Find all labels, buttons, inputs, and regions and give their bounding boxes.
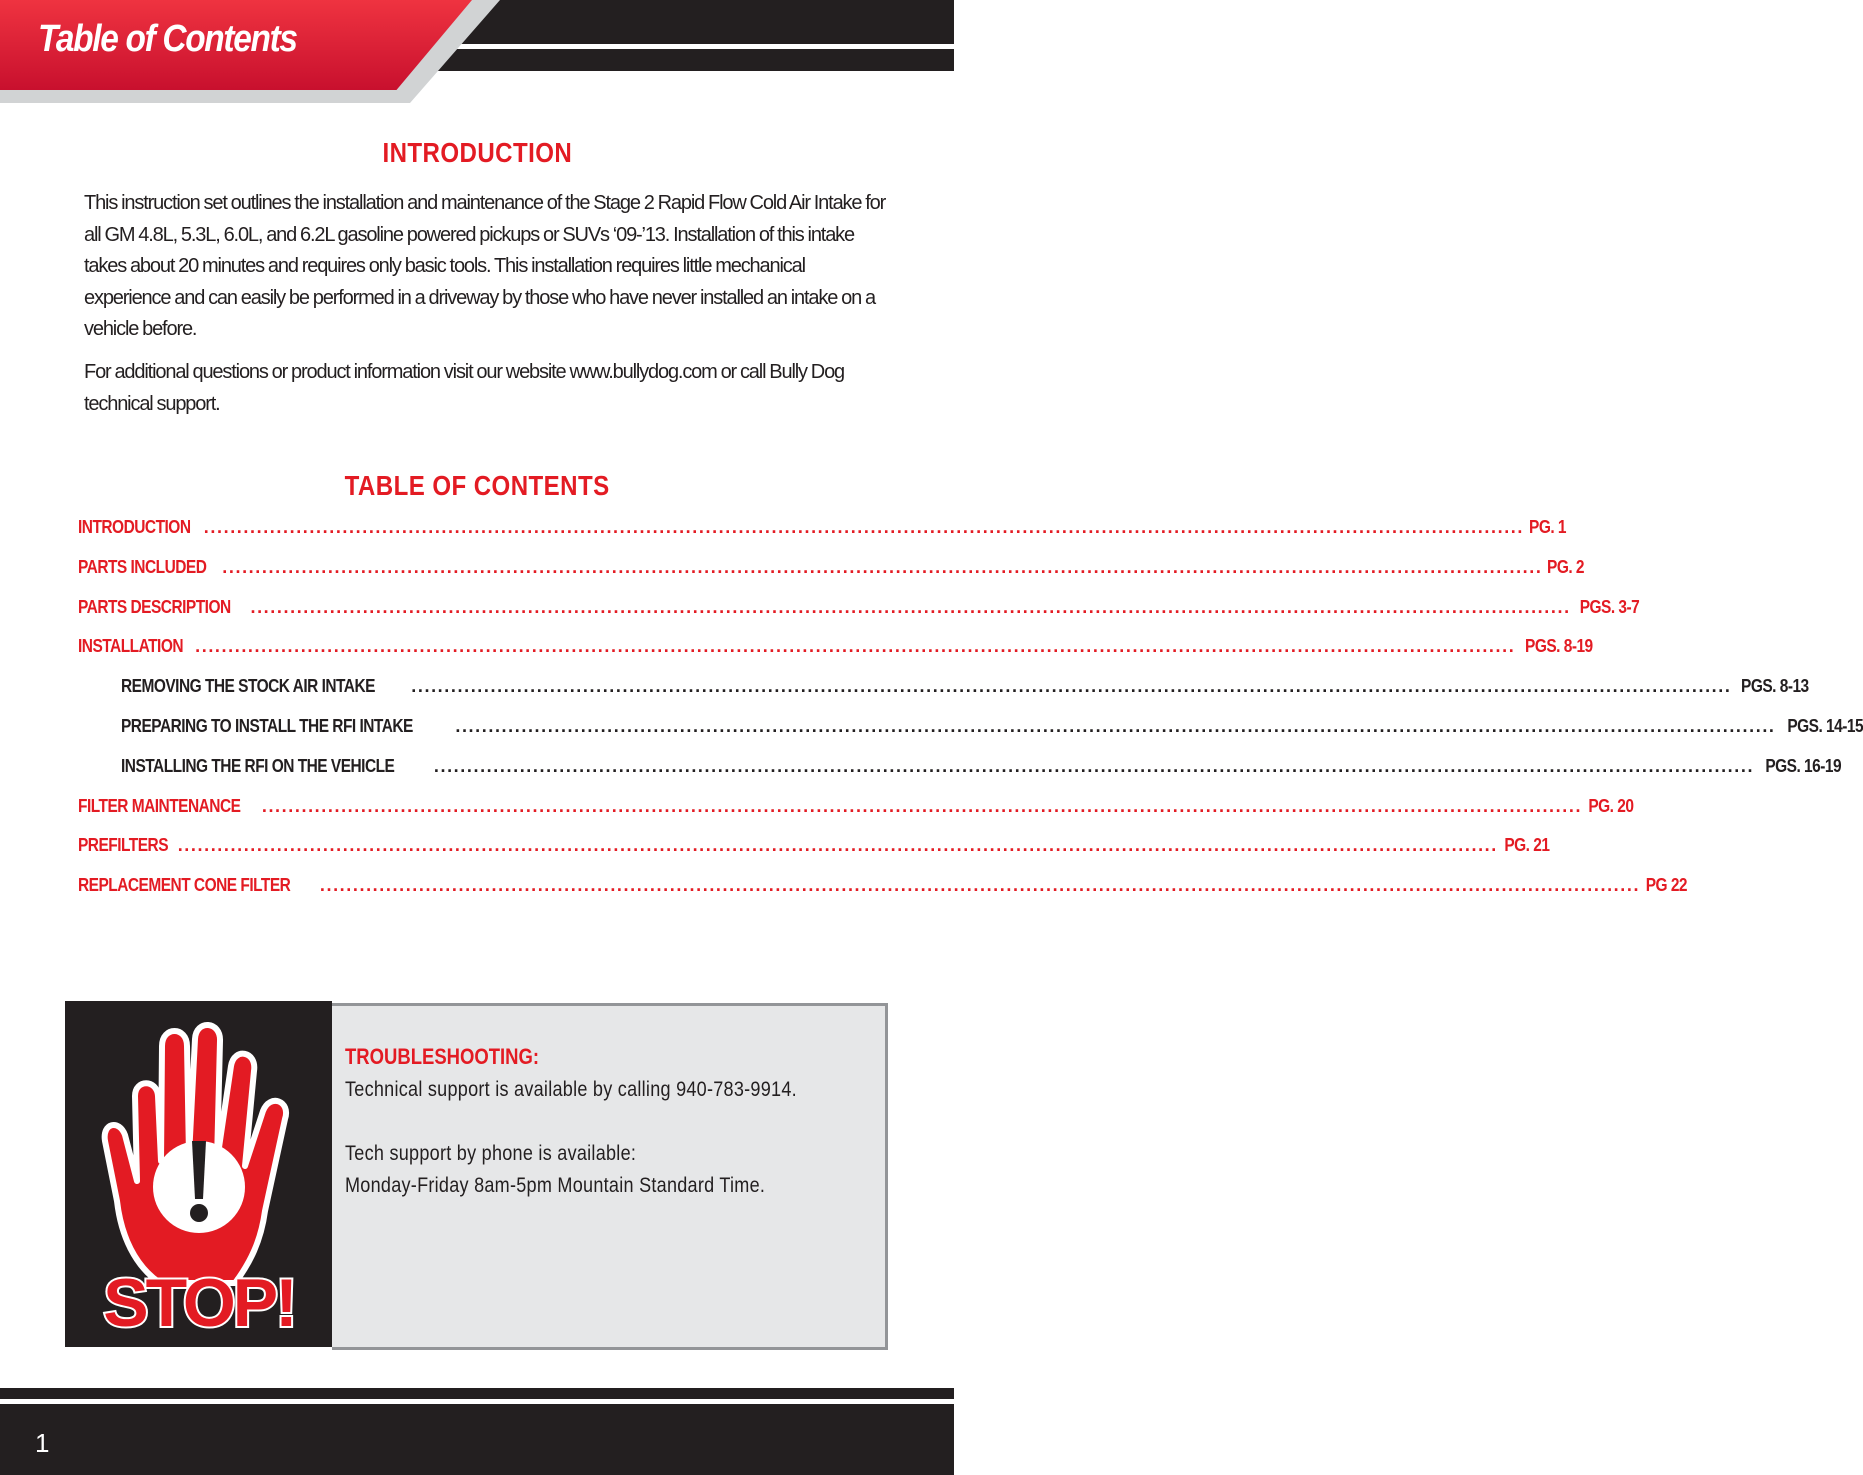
toc-entry-page: PGS. 8-13 bbox=[1741, 676, 1810, 697]
toc-entry-page: PG. 21 bbox=[1504, 835, 1550, 856]
toc-dot-leader: ........................................................................................................................................................................................................ bbox=[195, 636, 1516, 657]
toc-entry-label: INSTALLING THE RFI ON THE VEHICLE bbox=[121, 755, 395, 776]
toc-entry[interactable] bbox=[78, 636, 1593, 662]
toc-entry-page: PGS. 3-7 bbox=[1579, 596, 1639, 617]
introduction-heading: INTRODUCTION bbox=[382, 137, 572, 168]
toc-entry-label: REPLACEMENT CONE FILTER bbox=[78, 875, 291, 896]
footer-bar-top bbox=[0, 1388, 954, 1399]
toc-entry[interactable] bbox=[78, 835, 1550, 861]
stop-hand-icon bbox=[65, 1001, 332, 1347]
toc-entry-page: PG. 20 bbox=[1588, 795, 1634, 816]
toc-dot-leader: ........................................................................................................................................................................................................ bbox=[261, 795, 1583, 816]
toc-entry-label: INSTALLATION bbox=[78, 636, 184, 657]
toc-heading: TABLE OF CONTENTS bbox=[344, 470, 610, 501]
toc-entry-page: PG. 1 bbox=[1529, 517, 1567, 537]
svg-text:STOP!: STOP! bbox=[103, 1265, 295, 1341]
introduction-paragraph: This instruction set outlines the installation and maintenance of the Stage 2 Rapid Flow Cold Air Intake for all GM 4.8L, 5.3L, 6.0L, and 6.2L gasoline powered pickups or SUVs ‘09-’13. Installation of this intake takes about 20 minutes and requires only basic tools. This installation requires little mechanical experience and can easily be performed in a driveway by those who have never installed an intake on a vehicle before. bbox=[84, 192, 886, 340]
support-hours-label: Tech support by phone is available: bbox=[345, 1142, 637, 1165]
toc-entry-label: REMOVING THE STOCK AIR INTAKE bbox=[121, 676, 375, 697]
toc-dot-leader: ........................................................................................................................................................................................................ bbox=[177, 835, 1498, 856]
support-hours-text: Monday-Friday 8am-5pm Mountain Standard Time. bbox=[345, 1174, 766, 1197]
toc-entry-page: PGS. 8-19 bbox=[1525, 636, 1593, 657]
toc-dot-leader: ........................................................................................................................................................................................................ bbox=[250, 596, 1571, 617]
toc-entry-label: PREFILTERS bbox=[78, 835, 169, 856]
toc-dot-leader: ........................................................................................................................................................................................................ bbox=[411, 676, 1732, 697]
toc-entry-page: PGS. 16-19 bbox=[1765, 755, 1842, 776]
contact-paragraph: For additional questions or product information visit our website www.bullydog.com or call Bully Dog technical support. bbox=[84, 361, 845, 415]
toc-dot-leader: ........................................................................................................................................................................................................ bbox=[203, 517, 1524, 537]
toc-subentry[interactable] bbox=[121, 755, 1842, 782]
toc-dot-leader: ........................................................................................................................................................................................................ bbox=[319, 875, 1641, 896]
toc-subentry[interactable] bbox=[121, 676, 1810, 702]
toc-dot-leader: ........................................................................................................................................................................................................ bbox=[455, 716, 1776, 736]
toc-entry-label: FILTER MAINTENANCE bbox=[78, 795, 241, 816]
toc-entry[interactable] bbox=[78, 556, 1585, 583]
toc-entry[interactable] bbox=[78, 517, 1567, 543]
page-title: Table of Contents bbox=[38, 18, 297, 60]
toc-entry[interactable] bbox=[78, 596, 1639, 623]
toc-entry-label: INTRODUCTION bbox=[78, 517, 191, 537]
troubleshooting-title: TROUBLESHOOTING: bbox=[345, 1044, 540, 1069]
toc-entry[interactable] bbox=[78, 795, 1634, 822]
toc-dot-leader: ........................................................................................................................................................................................................ bbox=[222, 556, 1543, 577]
toc-entry-page: PGS. 14-15 bbox=[1786, 716, 1863, 736]
page-number: 1 bbox=[35, 1428, 50, 1458]
toc-entry-label: PARTS DESCRIPTION bbox=[78, 596, 231, 617]
stop-panel bbox=[65, 1001, 332, 1347]
support-phone-text: Technical support is available by calling 940-783-9914. bbox=[345, 1078, 797, 1101]
toc-entry-page: PG 22 bbox=[1645, 875, 1688, 896]
toc-subentry[interactable] bbox=[121, 716, 1863, 742]
footer-bar bbox=[0, 1404, 954, 1475]
toc-entry-label: PREPARING TO INSTALL THE RFI INTAKE bbox=[121, 716, 413, 736]
toc-entry[interactable] bbox=[78, 875, 1688, 901]
toc-entry-page: PG. 2 bbox=[1547, 556, 1585, 577]
toc-entry-label: PARTS INCLUDED bbox=[78, 556, 207, 577]
toc-dot-leader: ........................................................................................................................................................................................................ bbox=[433, 755, 1755, 776]
